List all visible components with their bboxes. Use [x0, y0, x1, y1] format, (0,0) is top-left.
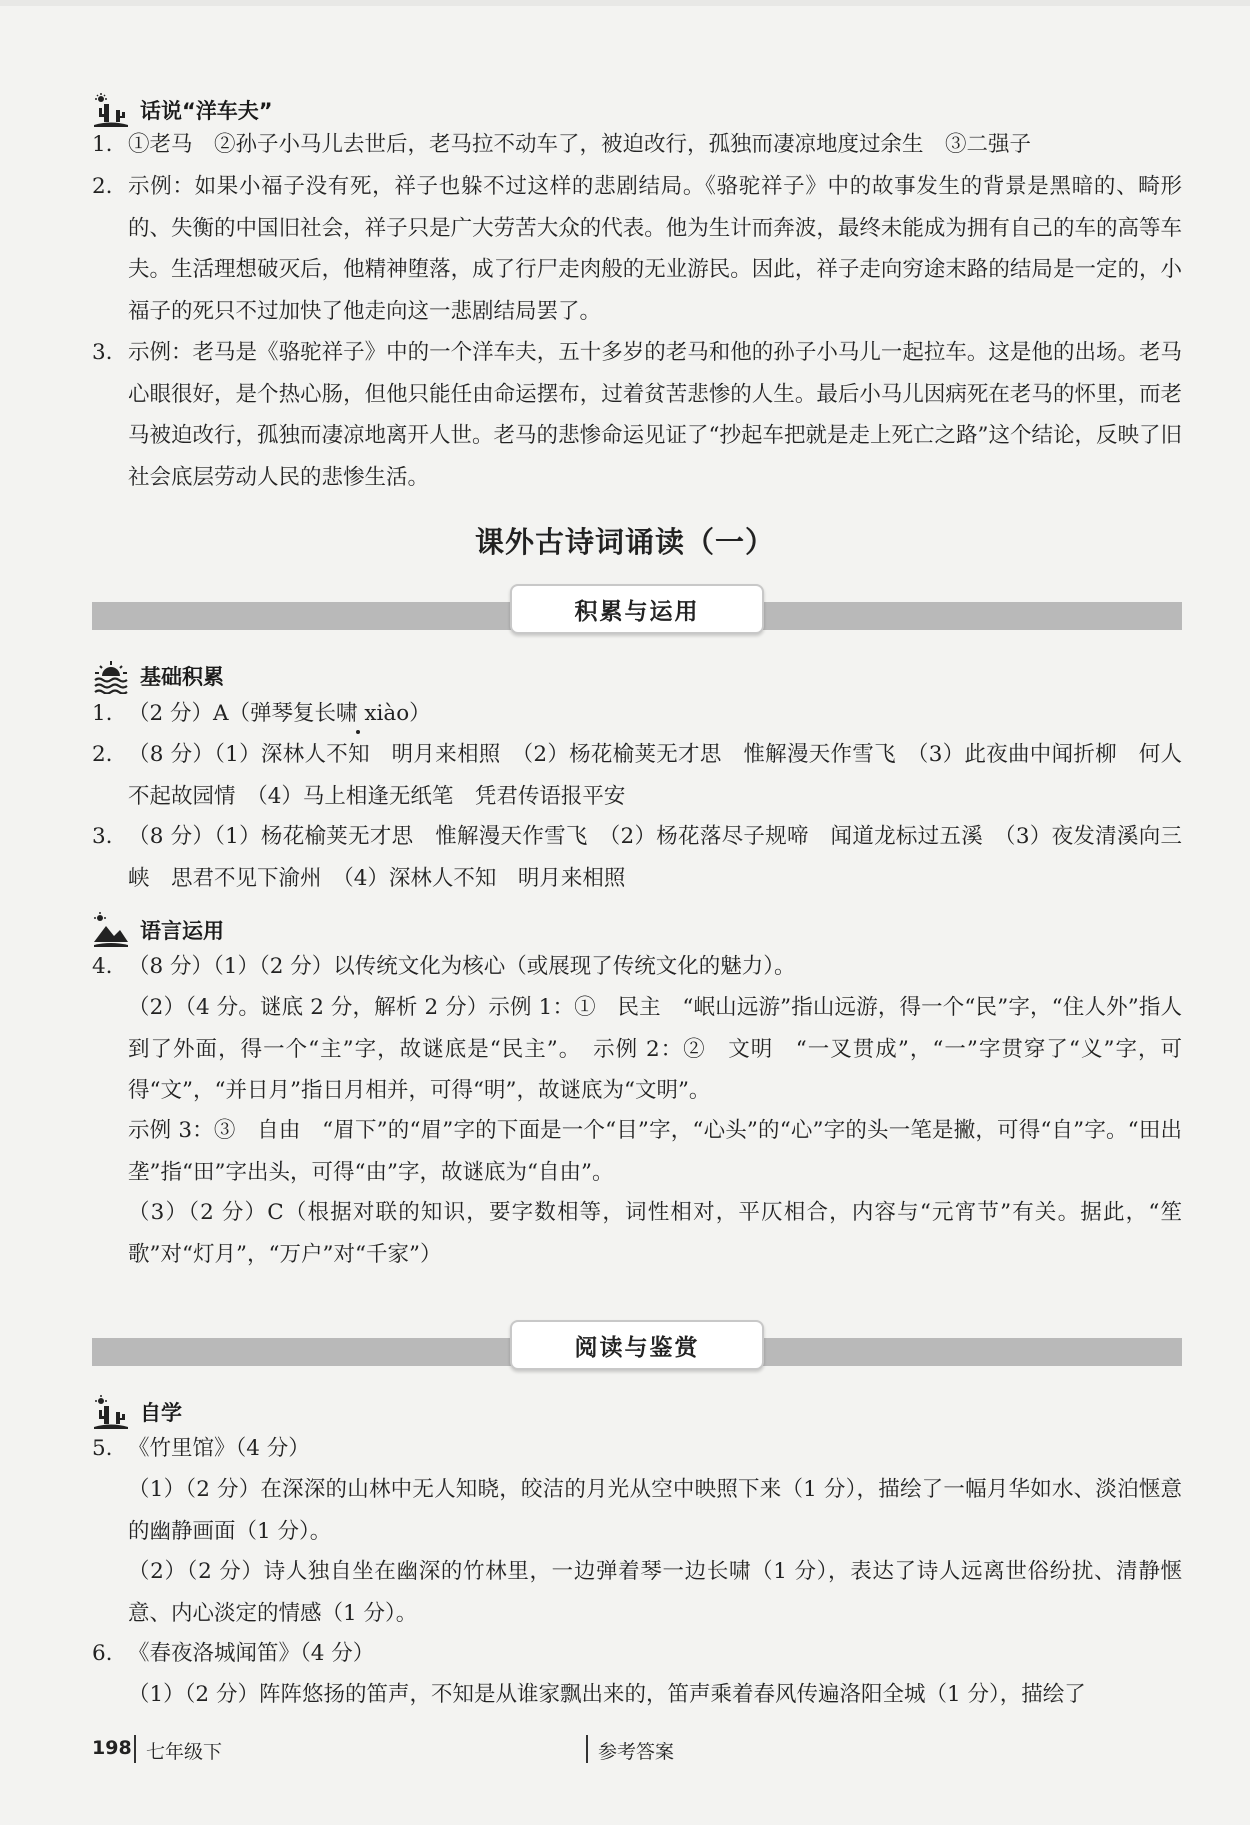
top-edge [0, 0, 1250, 6]
answer-4-5-2: （2）（2 分）诗人独自坐在幽深的竹林里，一边弹着琴一边长啸（1 分），表达了诗人远离世俗纷扰、清静惬意、内心淡定的情感（1 分）。 [128, 1559, 1182, 1626]
section-title: 话说“洋车夫” [140, 99, 273, 123]
section-title: 自学 [140, 1401, 182, 1425]
answer-2-1: 1. （2 分）A（弹琴复长啸 xiào） [92, 701, 431, 726]
section-heading-yuyan [92, 912, 224, 948]
page-number: 198 [92, 1737, 132, 1759]
desert-cactus-icon [92, 92, 130, 128]
answer-3-4: 4. （8 分）（1）（2 分）以传统文化为核心（或展现了传统文化的魅力）。 [92, 954, 796, 979]
answer-3-4-2: （2）（4 分。谜底 2 分，解析 2 分）示例 1：① 民主 “岷山远游”指山远游，得一个“民”字，“住人外”指人到了外面，得一个“主”字，故谜底是“民主”。 示例 2：② 文明 “一叉贯成”，“一”字贯穿了“义”字，可得“文”，“并日月”指日月相并，可得“明”，故谜底为“文明”。 [128, 995, 1182, 1103]
answer-4-5-1: （1）（2 分）在深深的山林中无人知晓，皎洁的月光从空中映照下来（1 分），描绘了一幅月华如水、淡泊惬意的幽静画面（1 分）。 [128, 1477, 1182, 1544]
lesson-title: 课外古诗词诵读（一） [474, 525, 775, 559]
section-title: 基础积累 [140, 665, 224, 689]
answer-2-2: 2. （8 分）（1）深林人不知 明月来相照 （2）杨花榆荚无才思 惟解漫天作雪飞 （3）此夜曲中闻折柳 何人不起故园情 （4）马上相逢无纸笔 凭君传语报平安 [92, 742, 1182, 809]
answer-2-3: 3. （8 分）（1）杨花榆荚无才思 惟解漫天作雪飞 （2）杨花落尽子规啼 闻道龙标过五溪 （3）夜发清溪向三峡 思君不见下渝州 （4）深林人不知 明月来相照 [92, 824, 1182, 891]
answer-4-5: 5. 《竹里馆》（4 分） [92, 1436, 310, 1461]
section-heading-yangchefu [92, 92, 273, 128]
answer-3-4-example3: 示例 3：③ 自由 “眉下”的“眉”字的下面是一个“目”字，“心头”的“心”字的头一笔是撇，可得“自”字。“田出垄”指“田”字出头，可得“由”字，故谜底为“自由”。 [128, 1118, 1182, 1185]
band-label-yuedu: 阅读与鉴赏 [510, 1320, 764, 1370]
answer-4-6: 6. 《春夜洛城闻笛》（4 分） [92, 1641, 375, 1666]
page-footer [92, 1735, 1182, 1765]
section-title: 语言运用 [140, 919, 224, 943]
grade-label: 七年级下 [146, 1741, 223, 1763]
landscape-icon [92, 912, 130, 948]
answer-3-4-3: （3）（2 分）C（根据对联的知识，要字数相等，词性相对，平仄相合，内容与“元宵节”有关。据此，“笙歌”对“灯月”，“万户”对“千家”） [128, 1200, 1182, 1267]
desert-cactus-icon [92, 1394, 130, 1430]
sunrise-waves-icon [92, 658, 130, 694]
section-heading-jichu [92, 658, 224, 694]
reference-answer-label: 参考答案 [598, 1741, 675, 1763]
section-heading-zixue [92, 1394, 182, 1430]
answer-1-3: 3. 示例：老马是《骆驼祥子》中的一个洋车夫，五十多岁的老马和他的孙子小马儿一起拉车。这是他的出场。老马心眼很好，是个热心肠，但他只能任由命运摆布，过着贫苦悲惨的人生。最后小马儿因病死在老马的怀里，而老马被迫改行，孤独而凄凉地离开人世。老马的悲惨命运见证了“抄起车把就是走上死亡之路”这个结论，反映了旧社会底层劳动人民的悲惨生活。 [92, 340, 1182, 490]
answer-1-1: 1. ①老马 ②孙子小马儿去世后，老马拉不动车了，被迫改行，孤独而凄凉地度过余生 ③二强子 [92, 132, 1032, 157]
answer-1-2: 2. 示例：如果小福子没有死，祥子也躲不过这样的悲剧结局。《骆驼祥子》中的故事发生的背景是黑暗的、畸形的、失衡的中国旧社会，祥子只是广大劳苦大众的代表。他为生计而奔波，最终未能成为拥有自己的车的高等车夫。生活理想破灭后，他精神堕落，成了行尸走肉般的无业游民。因此，祥子走向穷途末路的结局是一定的，小福子的死只不过加快了他走向这一悲剧结局罢了。 [92, 174, 1182, 324]
band-label-jilei: 积累与运用 [510, 584, 764, 634]
footer-divider [134, 1735, 136, 1763]
footer-divider [586, 1735, 588, 1763]
answer-4-6-1: （1）（2 分）阵阵悠扬的笛声，不知是从谁家飘出来的，笛声乘着春风传遍洛阳全城（1 分），描绘了 [128, 1682, 1086, 1707]
